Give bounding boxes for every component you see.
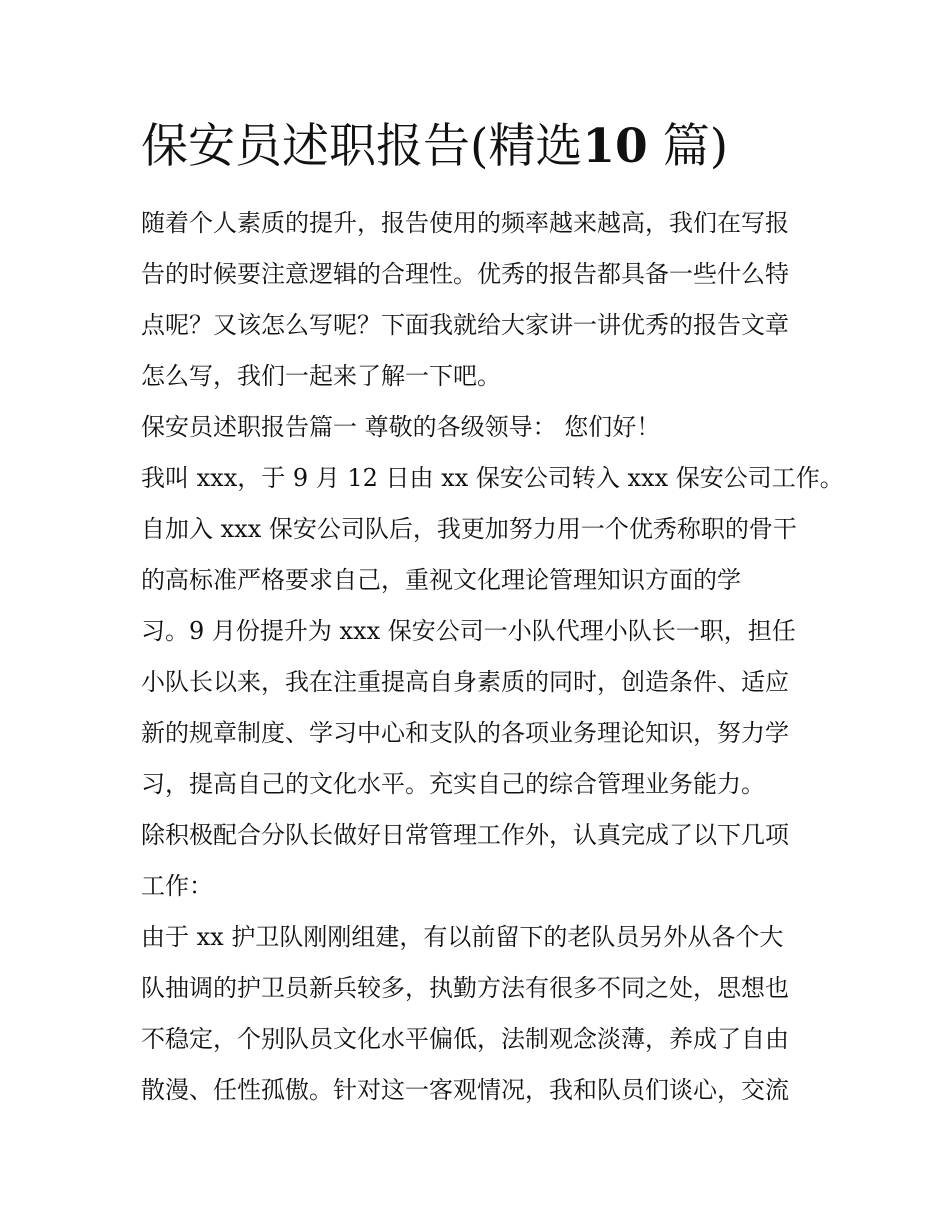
title-text: 保安员述职报告(精选	[141, 119, 583, 174]
title-suffix: 篇)	[662, 119, 729, 174]
body-line: 小队长以来，我在注重提高自身素质的同时，创造条件、适应	[141, 668, 789, 696]
body-line: 习。9 月份提升为 xxx 保安公司一小队代理小队长一职，担任	[141, 617, 796, 645]
body-line: 不稳定，个别队员文化水平偏低，法制观念淡薄，养成了自由	[141, 1025, 789, 1053]
body-line: 除积极配合分队长做好日常管理工作外，认真完成了以下几项	[141, 821, 789, 849]
body-line: 保安员述职报告篇一 尊敬的各级领导： 您们好！	[141, 413, 661, 441]
body-line: 工作：	[141, 872, 213, 900]
body-line: 新的规章制度、学习中心和支队的各项业务理论知识，努力学	[141, 719, 789, 747]
body-line: 习，提高自己的文化水平。充实自己的综合管理业务能力。	[141, 770, 765, 798]
body-line: 我叫 xxx，于 9 月 12 日由 xx 保安公司转入 xxx 保安公司工作。	[141, 464, 844, 492]
body-line: 的高标准严格要求自己，重视文化理论管理知识方面的学	[141, 566, 741, 594]
body-line: 自加入 xxx 保安公司队后，我更加努力用一个优秀称职的骨干	[141, 515, 797, 543]
body-line: 散漫、任性孤傲。针对这一客观情况，我和队员们谈心，交流	[141, 1076, 789, 1104]
title-number: 10	[582, 119, 648, 174]
body-line: 队抽调的护卫员新兵较多，执勤方法有很多不同之处，思想也	[141, 974, 789, 1002]
document-title	[141, 112, 728, 182]
body-line: 随着个人素质的提升，报告使用的频率越来越高，我们在写报	[141, 209, 789, 237]
document-body	[141, 198, 844, 1116]
body-line: 由于 xx 护卫队刚刚组建，有以前留下的老队员另外从各个大	[141, 923, 784, 951]
body-line: 怎么写，我们一起来了解一下吧。	[141, 362, 501, 390]
body-line: 告的时候要注意逻辑的合理性。优秀的报告都具备一些什么特	[141, 260, 789, 288]
body-line: 点呢？又该怎么写呢？下面我就给大家讲一讲优秀的报告文章	[141, 311, 789, 339]
